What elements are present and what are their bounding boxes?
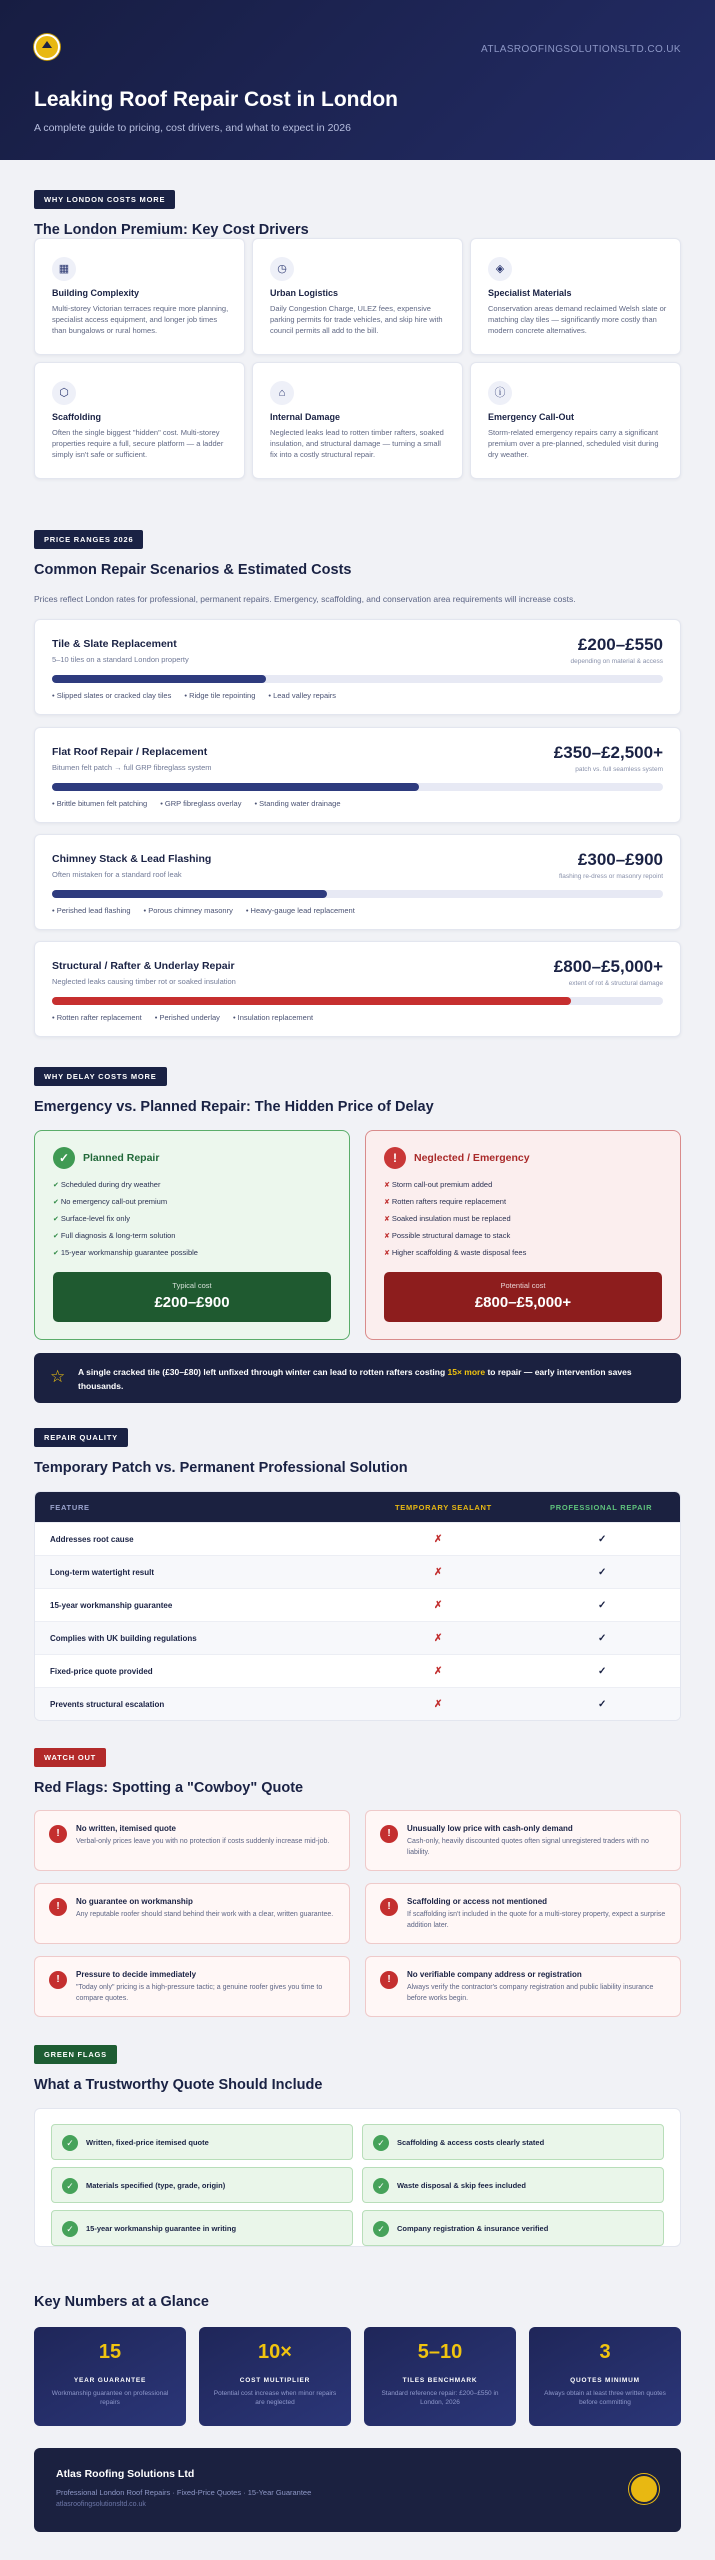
table-row (35, 1654, 680, 1687)
stat-number: 5–10 (417, 2341, 463, 2363)
footer-website[interactable]: atlasroofingsolutionsltd.co.uk (56, 2501, 146, 2508)
red-flag-card (34, 1810, 350, 1871)
check-icon: ✓ (598, 1534, 607, 1545)
neglected-cost-label: Potential cost (500, 1281, 546, 1290)
stat-card (529, 2327, 681, 2426)
check-circle-icon: ✓ (62, 2178, 78, 2194)
range-factor-chip: • Porous chimney masonry (143, 906, 233, 915)
hexagon-icon: ⬡ (52, 381, 76, 405)
range-factor-chip: • Insulation replacement (232, 1013, 314, 1022)
red-flag-text: Verbal-only prices leave you with no protection if costs suddenly increase mid-job. (76, 1838, 330, 1845)
range-factor-chip: • Heavy-gauge lead replacement (245, 906, 355, 915)
neglected-list-item: ✘ Rotten rafters require replacement (384, 1197, 526, 1214)
green-flag-text: Company registration & insurance verified (397, 2224, 549, 2233)
stat-description: Potential cost increase when minor repairs are neglected (213, 2390, 337, 2406)
cost-driver-card (470, 362, 681, 479)
table-row (35, 1588, 680, 1621)
range-bar-track (52, 783, 663, 791)
cross-icon: ✗ (434, 1567, 443, 1578)
cost-driver-card (34, 362, 245, 479)
range-bar-track (52, 675, 663, 683)
price-range-card (34, 619, 681, 715)
range-bar-fill (52, 997, 571, 1005)
stat-label: COST MULTIPLIER (239, 2377, 311, 2384)
range-bar-track (52, 997, 663, 1005)
range-title: Flat Roof Repair / Replacement (52, 746, 208, 758)
check-icon: ✓ (598, 1567, 607, 1578)
check-circle-icon: ✓ (373, 2178, 389, 2194)
section-title-compare: Emergency vs. Planned Repair: The Hidden Price of Delay (34, 1099, 434, 1115)
range-factor-chip: • Lead valley repairs (268, 691, 337, 700)
planned-list-item: ✔ 15-year workmanship guarantee possible (53, 1248, 198, 1265)
stat-number: 10× (258, 2341, 292, 2363)
comparison-table (34, 1491, 681, 1721)
warning-icon: ! (49, 1825, 67, 1843)
feature-label: Long-term watertight result (50, 1568, 155, 1577)
green-flag-item (362, 2210, 664, 2246)
price-range-card (34, 941, 681, 1037)
cost-driver-title: Internal Damage (270, 412, 341, 422)
green-flag-item (51, 2124, 353, 2160)
stat-label: YEAR GUARANTEE (73, 2377, 147, 2384)
range-bar-track (52, 890, 663, 898)
check-circle-icon: ✓ (62, 2221, 78, 2237)
cross-icon: ✗ (434, 1666, 443, 1677)
stat-card (364, 2327, 516, 2426)
red-flag-card (34, 1956, 350, 2017)
section-title-quality: Temporary Patch vs. Permanent Professional Solution (34, 1460, 408, 1476)
neglected-cost-value: £800–£5,000+ (474, 1294, 572, 1311)
stat-card (199, 2327, 351, 2426)
neglected-cost-box (384, 1272, 662, 1322)
footer-company-name: Atlas Roofing Solutions Ltd (56, 2468, 195, 2480)
red-flag-title: No guarantee on workmanship (76, 1897, 193, 1906)
alert-icon: ⓘ (488, 381, 512, 405)
stat-description: Workmanship guarantee on professional repairs (51, 2390, 169, 2406)
page-subtitle: A complete guide to pricing, cost drivers, and what to expect in 2026 (34, 122, 351, 134)
section-title-greenflags: What a Trustworthy Quote Should Include (34, 2077, 323, 2093)
red-flag-title: Pressure to decide immediately (76, 1970, 197, 1979)
cost-driver-card (252, 238, 463, 355)
neglected-repair-card (365, 1130, 681, 1340)
range-title: Structural / Rafter & Underlay Repair (52, 960, 235, 972)
section-title-redflags: Red Flags: Spotting a "Cowboy" Quote (34, 1780, 304, 1796)
range-bar-fill (52, 783, 419, 791)
footer (34, 2448, 681, 2532)
cross-icon: ✗ (434, 1633, 443, 1644)
header-temporary: TEMPORARY SEALANT (395, 1503, 492, 1512)
green-flag-item (362, 2124, 664, 2160)
feature-label: Complies with UK building regulations (50, 1634, 197, 1643)
range-title: Chimney Stack & Lead Flashing (52, 853, 212, 865)
range-factor-chip: • Rotten rafter replacement (52, 1013, 142, 1022)
red-flag-text: Cash-only, heavily discounted quotes often signal unregistered traders with no liability. (407, 1838, 649, 1856)
range-factor-chip: • Ridge tile repointing (184, 691, 256, 700)
range-title: Tile & Slate Replacement (52, 638, 177, 650)
footer-tagline: Professional London Roof Repairs · Fixed-Price Quotes · 15-Year Guarantee (56, 2488, 312, 2497)
check-circle-icon: ✓ (62, 2135, 78, 2151)
range-factors (52, 906, 368, 915)
stat-label: QUOTES MINIMUM (570, 2377, 640, 2384)
range-note: extent of rot & structural damage (568, 980, 663, 987)
range-price: £200–£550 (577, 635, 663, 654)
check-circle-icon: ✓ (373, 2135, 389, 2151)
red-flag-text: Always verify the contractor's company registration and public liability insurance before works begin. (407, 1984, 654, 2002)
green-flag-item (51, 2210, 353, 2246)
cross-icon: ✗ (434, 1600, 443, 1611)
planned-list-item: ✔ Scheduled during dry weather (53, 1180, 198, 1197)
star-icon: ☆ (50, 1367, 66, 1386)
check-circle-icon: ✓ (53, 1147, 75, 1169)
red-flag-title: Unusually low price with cash-only demand (407, 1824, 573, 1833)
price-range-card (34, 727, 681, 823)
neglected-risks-list (384, 1180, 526, 1265)
cost-driver-text: Often the single biggest "hidden" cost. Multi-storey properties require a full, secure platform — a ladder simply isn't safe or sufficient. (52, 428, 224, 459)
check-icon: ✓ (598, 1600, 607, 1611)
planned-list-item: ✔ No emergency call-out premium (53, 1197, 198, 1214)
red-flag-title: Scaffolding or access not mentioned (407, 1897, 548, 1906)
check-circle-icon: ✓ (373, 2221, 389, 2237)
feature-label: Addresses root cause (50, 1535, 134, 1544)
cost-driver-text: Multi-storey Victorian terraces require more planning, specialist access equipment, and longer job times than bungalows or rural homes. (52, 304, 229, 335)
hero-header (0, 0, 715, 160)
cost-driver-title: Urban Logistics (270, 288, 339, 298)
green-flag-text: Scaffolding & access costs clearly stated (397, 2138, 545, 2147)
cost-driver-title: Specialist Materials (488, 288, 572, 298)
range-note: flashing re-dress or masonry repoint (558, 873, 663, 880)
range-note: patch vs. full seamless system (575, 766, 663, 773)
stat-description: Always obtain at least three written quotes before committing (544, 2390, 666, 2406)
red-flag-card (365, 1956, 681, 2017)
warning-icon: ! (49, 1971, 67, 1989)
cost-driver-card (252, 362, 463, 479)
range-subtitle: Neglected leaks causing timber rot or soaked insulation (52, 977, 236, 986)
range-factors (52, 691, 349, 700)
section-tag-drivers: WHY LONDON COSTS MORE (34, 190, 175, 209)
section-tag-ranges: PRICE RANGES 2026 (34, 530, 143, 549)
home-icon: ⌂ (270, 381, 294, 405)
section-tag-redflags: WATCH OUT (34, 1748, 106, 1767)
red-flag-text: Any reputable roofer should stand behind their work with a clear, written guarantee. (76, 1911, 334, 1918)
table-row (35, 1687, 680, 1720)
cross-icon: ✗ (434, 1699, 443, 1710)
range-factor-chip: • Perished underlay (154, 1013, 220, 1022)
red-flag-text: "Today only" pricing is a high-pressure tactic; a genuine roofer gives you time to compare quotes. (76, 1984, 323, 2002)
green-flag-item (362, 2167, 664, 2203)
range-price: £350–£2,500+ (553, 743, 663, 762)
section-title-stats: Key Numbers at a Glance (34, 2294, 209, 2310)
cost-driver-text: Neglected leaks lead to rotten timber rafters, soaked insulation, and structural damage — turning a small fix into a costly structural repair. (270, 428, 444, 459)
cost-driver-text: Storm-related emergency repairs carry a significant premium over a pre-planned, scheduled visit during dry weather. (488, 428, 659, 459)
range-price: £800–£5,000+ (553, 957, 663, 976)
section-tag-compare: WHY DELAY COSTS MORE (34, 1067, 167, 1086)
range-bar-fill (52, 890, 327, 898)
building-icon: ▦ (52, 257, 76, 281)
table-row (35, 1555, 680, 1588)
banner-text: A single cracked tile (£30–£80) left unfixed through winter can lead to rotten rafters costing 15× more to repair — early intervention saves thousands. (78, 1367, 632, 1391)
header-professional: PROFESSIONAL REPAIR (550, 1503, 653, 1512)
green-flags-panel (34, 2108, 681, 2247)
planned-list-item: ✔ Surface-level fix only (53, 1214, 198, 1231)
feature-label: Prevents structural escalation (50, 1700, 165, 1709)
range-factor-chip: • Slipped slates or cracked clay tiles (52, 691, 172, 700)
warning-icon: ! (380, 1898, 398, 1916)
green-flag-item (51, 2167, 353, 2203)
green-flag-text: Materials specified (type, grade, origin) (86, 2181, 226, 2190)
planned-list-item: ✔ Full diagnosis & long-term solution (53, 1231, 198, 1248)
banner-highlight: 15× more (447, 1367, 486, 1377)
shield-logo-icon[interactable] (34, 34, 60, 60)
range-factor-chip: • Perished lead flashing (52, 906, 131, 915)
range-factor-chip: • GRP fibreglass overlay (160, 799, 242, 808)
layers-icon: ◈ (488, 257, 512, 281)
footer-shield-logo-icon (629, 2474, 659, 2504)
cross-icon: ✗ (434, 1534, 443, 1545)
red-flag-title: No written, itemised quote (76, 1824, 177, 1833)
range-bar-fill (52, 675, 266, 683)
check-icon: ✓ (598, 1666, 607, 1677)
exclamation-circle-icon: ! (384, 1147, 406, 1169)
cost-driver-title: Scaffolding (52, 412, 101, 422)
green-flag-text: 15-year workmanship guarantee in writing (86, 2224, 237, 2233)
section-title-ranges: Common Repair Scenarios & Estimated Costs (34, 562, 352, 578)
warning-icon: ! (380, 1971, 398, 1989)
neglected-list-item: ✘ Soaked insulation must be replaced (384, 1214, 526, 1231)
red-flag-card (34, 1883, 350, 1944)
stat-number: 15 (98, 2341, 122, 2363)
section-tag-greenflags: GREEN FLAGS (34, 2045, 117, 2064)
range-subtitle: Often mistaken for a standard roof leak (52, 870, 182, 879)
stat-card (34, 2327, 186, 2426)
page-title: Leaking Roof Repair Cost in London (34, 88, 398, 111)
feature-label: Fixed-price quote provided (50, 1667, 153, 1676)
cost-driver-card (34, 238, 245, 355)
stat-number: 3 (599, 2341, 611, 2363)
site-domain[interactable]: ATLASROOFINGSOLUTIONSLTD.CO.UK (481, 44, 681, 55)
planned-cost-box (53, 1272, 331, 1322)
header-feature: FEATURE (50, 1503, 90, 1512)
cost-driver-title: Building Complexity (52, 288, 140, 298)
cost-driver-title: Emergency Call-Out (488, 412, 575, 422)
section-tag-quality: REPAIR QUALITY (34, 1428, 128, 1447)
table-row (35, 1522, 680, 1555)
neglected-list-item: ✘ Storm call-out premium added (384, 1180, 526, 1197)
range-factors (52, 1013, 326, 1022)
range-factors (52, 799, 353, 808)
feature-label: 15-year workmanship guarantee (50, 1601, 173, 1610)
stat-description: Standard reference repair: £200–£550 in London, 2026 (381, 2390, 499, 2406)
table-header (35, 1492, 680, 1522)
cost-driver-text: Daily Congestion Charge, ULEZ fees, expensive parking permits for trade vehicles, and skip hire with council permits all add to the bill. (270, 304, 443, 335)
range-price: £300–£900 (577, 850, 663, 869)
warning-icon: ! (49, 1898, 67, 1916)
red-flag-text: If scaffolding isn't included in the quote for a multi-storey property, expect a surprise addition later. (407, 1911, 666, 1929)
cost-driver-text: Conservation areas demand reclaimed Welsh slate or matching clay tiles — significantly more costly than modern concrete alternatives. (488, 304, 667, 335)
planned-cost-value: £200–£900 (154, 1294, 230, 1311)
delay-warning-banner (34, 1353, 681, 1403)
range-factor-chip: • Standing water drainage (254, 799, 341, 808)
check-icon: ✓ (598, 1699, 607, 1710)
neglected-list-item: ✘ Higher scaffolding & waste disposal fees (384, 1248, 526, 1265)
range-subtitle: 5–10 tiles on a standard London property (52, 655, 189, 664)
green-flag-text: Written, fixed-price itemised quote (86, 2138, 209, 2147)
red-flag-card (365, 1883, 681, 1944)
planned-title: Planned Repair (83, 1152, 160, 1164)
planned-repair-card (34, 1130, 350, 1340)
green-flag-text: Waste disposal & skip fees included (397, 2181, 526, 2190)
neglected-list-item: ✘ Possible structural damage to stack (384, 1231, 526, 1248)
ranges-intro: Prices reflect London rates for professional, permanent repairs. Emergency, scaffolding, and conservation area requirements will increase costs. (34, 594, 576, 604)
planned-cost-label: Typical cost (172, 1281, 212, 1290)
planned-benefits-list (53, 1180, 198, 1265)
check-icon: ✓ (598, 1633, 607, 1644)
red-flag-title: No verifiable company address or registration (407, 1970, 582, 1979)
table-row (35, 1621, 680, 1654)
price-range-card (34, 834, 681, 930)
range-factor-chip: • Brittle bitumen felt patching (52, 799, 148, 808)
warning-icon: ! (380, 1825, 398, 1843)
stat-label: TILES BENCHMARK (402, 2377, 478, 2384)
neglected-title: Neglected / Emergency (414, 1152, 530, 1164)
cost-driver-card (470, 238, 681, 355)
range-subtitle: Bitumen felt patch → full GRP fibreglass system (52, 763, 212, 772)
section-title-drivers: The London Premium: Key Cost Drivers (34, 222, 309, 238)
range-note: depending on material & access (570, 658, 663, 665)
red-flag-card (365, 1810, 681, 1871)
clock-icon: ◷ (270, 257, 294, 281)
